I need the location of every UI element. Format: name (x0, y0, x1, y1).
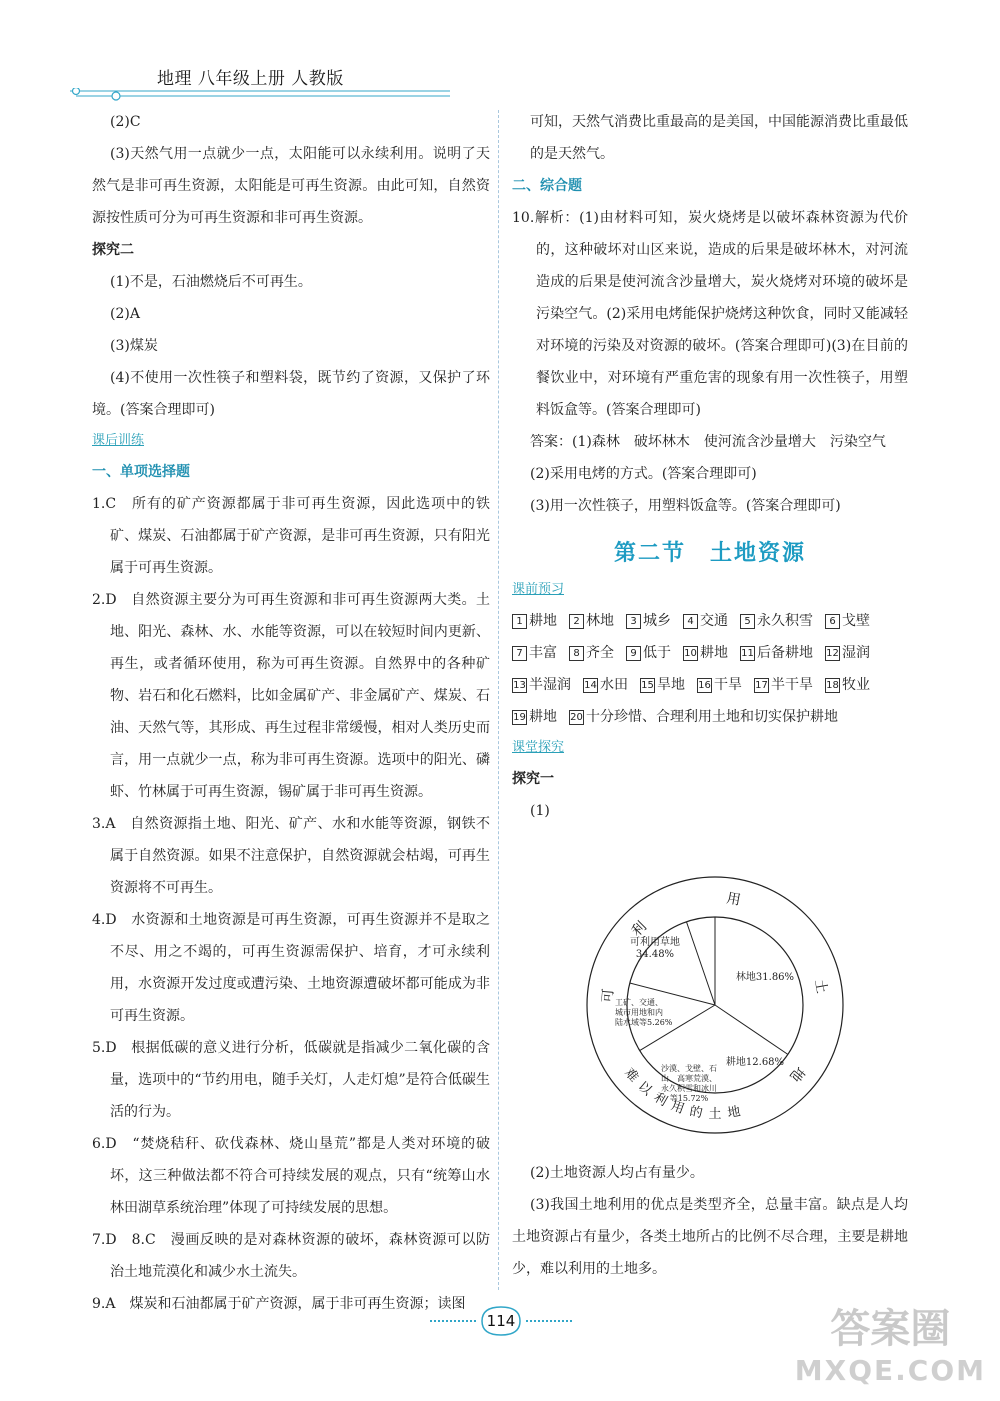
preview-row (512, 669, 908, 701)
chart-number: (1) (530, 803, 550, 819)
preview-item-number: 15 (641, 680, 654, 691)
preview-item-text: 干旱 (714, 677, 742, 693)
kehou-label: 课后训练 (92, 433, 145, 448)
preview-item (512, 669, 571, 701)
preview-item-number: 2 (569, 614, 584, 629)
preview-item (626, 637, 671, 669)
preview-item-text: 交通 (700, 613, 728, 629)
preview-item (683, 637, 728, 669)
tanjiu-heading: 探究一 (512, 771, 554, 787)
answer-item: 1.C 所有的矿产资源都属于非可再生资源，因此选项中的铁矿、煤炭、石油都属于矿产资源，是非可再生资源，只有阳光属于可再生资源。 (92, 496, 490, 576)
pie-ring-character: 利 (628, 918, 650, 940)
preview-item (740, 637, 813, 669)
pie-ring-character: 用 (725, 890, 742, 909)
preview-item-number: 16 (698, 680, 711, 691)
pie-ring-character: 用 (668, 1098, 687, 1118)
preview-item-number: 10 (684, 648, 697, 659)
answer-text: (3)天然气用一点就少一点，太阳能可以永续利用。说明了天然气是非可再生资源，太阳能是可再生资源。由此可知，自然资源按性质可分为可再生资源和非可再生资源。 (92, 146, 490, 226)
answer-summary: 答案：(1)森林 破坏林木 使河流含沙量增大 污染空气 (530, 434, 886, 450)
preview-row (512, 605, 908, 637)
column-divider (498, 110, 499, 1290)
preview-item (683, 605, 728, 637)
pie-slice-label: 耕地12.68% (725, 1057, 785, 1068)
preview-item (640, 669, 685, 701)
answer-item: 2.D 自然资源主要分为可再生资源和非可再生资源两大类。土地、阳光、森林、水、水能等资源，可以在较短时间内更新、再生，或者循环使用，称为可再生资源。自然界中的各种矿物、岩石和化石燃料，比如金属矿产、非金属矿产、煤炭、石油、天然气等，其形成、再生过程非常缓慢，相对人类历史而言，用一点就少一点，称为非可再生资源。选项中的阳光、磷虾、竹林属于可再生资源，锡矿属于非可再生资源。 (92, 592, 490, 800)
preview-item-number: 4 (683, 614, 698, 629)
preview-item-text: 后备耕地 (757, 645, 813, 661)
section-heading: 一、单项选择题 (92, 464, 190, 480)
pie-ring-character: 土 (811, 978, 830, 995)
answer-text: (3)煤炭 (110, 338, 158, 354)
pie-ring-character: 可 (599, 988, 617, 1004)
preview-item-number: 7 (512, 646, 527, 661)
preview-item (569, 701, 838, 733)
preview-item-text: 旱地 (657, 677, 685, 693)
section-title: 第二节 土地资源 (613, 541, 806, 566)
land-use-pie-chart (585, 865, 845, 1145)
preview-item (569, 605, 614, 637)
pie-ring-character: 地 (786, 1063, 808, 1085)
pie-ring-character: 土 (708, 1107, 722, 1122)
preview-item-number: 11 (741, 648, 754, 659)
tanjiu-heading: 探究二 (92, 242, 134, 258)
answer-item: 6.D “焚烧秸秆、砍伐森林、烧山垦荒”都是人类对环境的破坏，这三种做法都不符合可持续发展的观点，只有“统筹山水林田湖草系统治理”体现了可持续发展的思想。 (92, 1136, 490, 1216)
preview-row (512, 637, 908, 669)
watermark-cn: 答案圈 (830, 1306, 951, 1352)
preview-item-text: 低于 (643, 645, 671, 661)
preview-item-text: 湿润 (842, 645, 870, 661)
preview-item (512, 637, 557, 669)
preview-item (512, 701, 557, 733)
answer-item: 5.D 根据低碳的意义进行分析，低碳就是指减少二氧化碳的含量，选项中的“节约用电，随手关灯，人走灯熄”是符合低碳生活的行为。 (92, 1040, 490, 1120)
pie-slice-boundary (715, 1005, 788, 1054)
preview-item-text: 半干旱 (771, 677, 813, 693)
preview-item (626, 605, 671, 637)
page-dots-right (526, 1320, 572, 1322)
preview-item (825, 605, 870, 637)
pie-slice-boundary (686, 922, 715, 1005)
header-decoration (70, 88, 460, 102)
answer-text: (1)不是，石油燃烧后不可再生。 (110, 274, 312, 290)
answer-text: 可知，天然气消费比重最高的是美国，中国能源消费比重最低的是天然气。 (530, 114, 908, 162)
ketang-label: 课堂探究 (512, 740, 565, 755)
page-dots-left (430, 1320, 476, 1322)
preview-item-text: 齐全 (586, 645, 614, 661)
preview-item-number: 12 (826, 648, 839, 659)
preview-item-number: 14 (584, 680, 597, 691)
preview-item-text: 耕地 (529, 709, 557, 725)
pie-ring-character: 的 (688, 1104, 704, 1122)
pie-ring-character: 以 (634, 1078, 655, 1099)
preview-item-number: 13 (513, 680, 526, 691)
answer-item: 7.D 8.C 漫画反映的是对森林资源的破坏，森林资源可以防治土地荒漠化和减少水土流失。 (92, 1232, 490, 1280)
preview-item-text: 林地 (586, 613, 614, 629)
answer-text: (2)C (110, 114, 141, 130)
preview-item (697, 669, 742, 701)
answer-summary: (3)用一次性筷子，用塑料饭盒等。(答案合理即可) (530, 498, 841, 514)
preview-item-text: 水田 (600, 677, 628, 693)
preview-item (825, 637, 870, 669)
preview-item-number: 1 (512, 614, 527, 629)
pie-slice-label: 沙漠、戈壁、石山、高寒荒漠、永久积雪和冰川等15.72% (661, 1064, 717, 1103)
watermark (795, 1297, 986, 1387)
preview-item-text: 牧业 (842, 677, 870, 693)
preview-item-text: 城乡 (643, 613, 671, 629)
section-heading: 二、综合题 (512, 178, 582, 194)
preview-item (740, 605, 813, 637)
header-title: 地理 八年级上册 人教版 (157, 69, 344, 89)
preview-item-number: 9 (626, 646, 641, 661)
watermark-text: MXQE.COM (794, 1354, 986, 1387)
pie-ring-character: 地 (726, 1104, 742, 1122)
preview-item (569, 637, 614, 669)
pie-slice-label: 林地31.86% (735, 972, 795, 983)
preview-item (512, 605, 557, 637)
preview-item-number: 5 (740, 614, 755, 629)
answer-item: 9.A 煤炭和石油都属于矿产资源，属于非可再生资源；读图 (92, 1296, 466, 1312)
answer-text: (3)我国土地利用的优点是类型齐全，总量丰富。缺点是人均土地资源占有量少，各类土地所占的比例不尽合理，主要是耕地少，难以利用的土地多。 (512, 1197, 908, 1277)
left-column (92, 106, 490, 1320)
answer-item: 4.D 水资源和土地资源是可再生资源，可再生资源并不是取之不尽、用之不竭的，可再生资源需保护、培育，才可永续利用，水资源开发过度或遭污染、土地资源遭破坏都可能成为非可再生资源。 (92, 912, 490, 1024)
preview-item-text: 半湿润 (529, 677, 571, 693)
preview-answers (512, 605, 908, 733)
answer-text: (2)A (110, 306, 140, 322)
preview-item-number: 17 (755, 680, 768, 691)
preview-item-text: 十分珍惜、合理利用土地和切实保护耕地 (586, 709, 838, 725)
preview-item-text: 丰富 (529, 645, 557, 661)
preview-item-text: 耕地 (700, 645, 728, 661)
pie-slice-label: 可利用草地 34.48% (630, 937, 680, 960)
answer-text: (4)不使用一次性筷子和塑料袋，既节约了资源，又保护了环境。(答案合理即可) (92, 370, 490, 418)
preview-item-number: 19 (513, 712, 526, 723)
keqian-label: 课前预习 (512, 582, 565, 597)
page-number: 114 (486, 1312, 516, 1330)
preview-item-number: 3 (626, 614, 641, 629)
preview-item-number: 18 (826, 680, 839, 691)
preview-row (512, 701, 908, 733)
preview-item-text: 永久积雪 (757, 613, 813, 629)
preview-item-number: 6 (825, 614, 840, 629)
pie-slice-label: 工矿、交通、城市用地和内陆水域等5.26% (615, 998, 673, 1027)
preview-item-number: 8 (569, 646, 584, 661)
answer-item: 10.解析：(1)由材料可知，炭火烧烤是以破坏森林资源为代价的，这种破坏对山区来说，造成的后果是破坏林木，对河流造成的后果是使河流含沙量增大，炭火烧烤对环境的破坏是污染空气。(2)采用电烤能保护烧烤这种饮食，同时又能减轻对环境的污染及对资源的破坏。(答案合理即可)(3)在目前的餐饮业中，对环境有严重危害的现象有用一次性筷子，用塑料饭盒等。(答案合理即可) (512, 210, 908, 418)
preview-item (825, 669, 870, 701)
preview-item (583, 669, 628, 701)
preview-item-text: 耕地 (529, 613, 557, 629)
answer-item: 3.A 自然资源指土地、阳光、矿产、水和水能等资源，钢铁不属于自然资源。如果不注意保护，自然资源就会枯竭，可再生资源将不可再生。 (92, 816, 490, 896)
preview-item-number: 20 (570, 712, 583, 723)
answer-summary: (2)采用电烤的方式。(答案合理即可) (530, 466, 757, 482)
pie-ring-character: 难 (621, 1065, 642, 1086)
preview-item (754, 669, 813, 701)
answer-text: (2)土地资源人均占有量少。 (530, 1165, 704, 1181)
pie-ring-character: 利 (650, 1090, 670, 1110)
preview-item-text: 戈壁 (842, 613, 870, 629)
